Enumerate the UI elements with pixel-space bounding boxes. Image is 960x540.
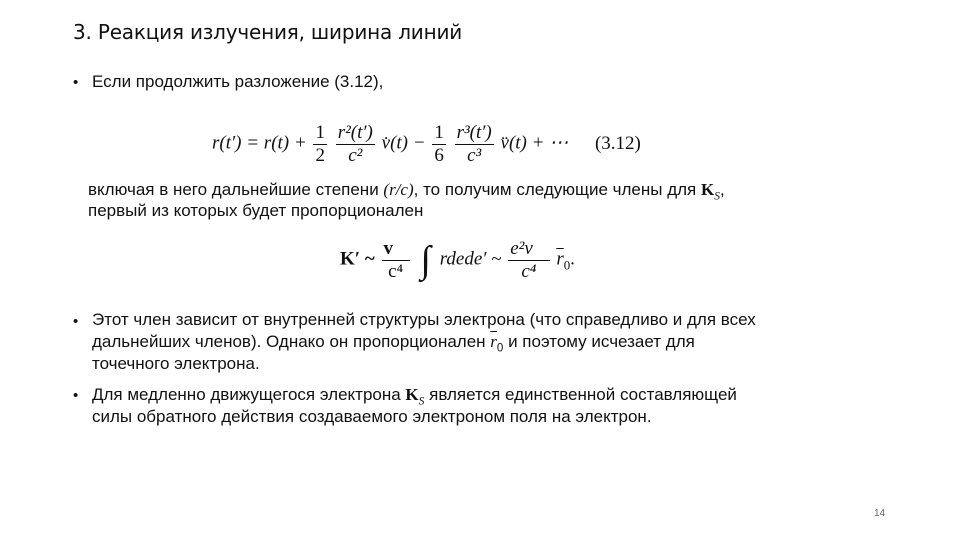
bullet-marker: • [73,387,79,404]
equation-k-prime: K′ ~ $\frac{v⃛}{\text{c⁴}}$ ∫ rdede′ ~ $\frac{\text{e²v⃛}}{\text{c⁴}}$ $\overline{r}_0$. [340,238,575,282]
eq2-frac1: $\frac{v⃛}{\text{c⁴}}$ [383,238,408,282]
eq1-term1: v̇(t) − [381,132,426,154]
r-over-c: (r/c) [383,180,414,199]
r0-symbol: $\overline{r}$ [490,332,497,351]
page-number: 14 [874,508,886,519]
K-symbol: K [701,180,715,199]
eq2-lhs: K′ ~ [340,248,375,270]
equation-3-12 [212,122,641,167]
bullet-2-line-1: Этот член зависит от внутренней структуры электрона (что справедливо и для всех [92,310,756,329]
bullet-marker: • [73,74,79,91]
eq1-frac2: $\frac{\text{r²(t′)}}{\text{c²}}$ [337,122,373,166]
eq2-body: rdede′ ~ [439,248,502,270]
slide-title: 3. Реакция излучения, ширина линий [73,20,463,44]
eq2-r0: $\overline{r}$ [556,248,564,270]
eq1-frac3: $\frac{1}{6}$ [434,122,444,166]
eq1-label: (3.12) [594,132,641,154]
continuation-line-1: включая в него дальнейшие степени (r/c), то получим следующие члены для $K_S$, [88,180,725,203]
eq2-frac2: $\frac{\text{e²v⃛}}{\text{c⁴}}$ [510,238,548,282]
bullet-marker: • [73,313,79,330]
bullet-3-line-1: Для медленно движущегося электрона $K_S$ является единственной составляющей [92,385,737,408]
eq1-term2: v̈(t) + ⋯ [500,132,569,154]
bullet-2-line-2: дальнейших членов). Однако он пропорционален $\overline{r}_0$ и поэтому исчезает для [92,332,695,355]
K-symbol: K [405,385,419,404]
continuation-line-2: первый из которых будет пропорционален [88,201,424,220]
eq1-frac4: $\frac{\text{r³(t′)}}{\text{c³}}$ [456,122,492,166]
bullet-1-text: Если продолжить разложение (3.12), [92,72,384,91]
bullet-2-line-3: точечного электрона. [92,354,260,373]
eq1-frac1: $\frac{1}{2}$ [315,122,325,166]
eq1-lhs: r(t′) = r(t) + [212,132,307,154]
integral-sign: ∫ [420,239,431,282]
bullet-3-line-2: силы обратного действия создаваемого электроном поля на электрон. [92,407,652,426]
